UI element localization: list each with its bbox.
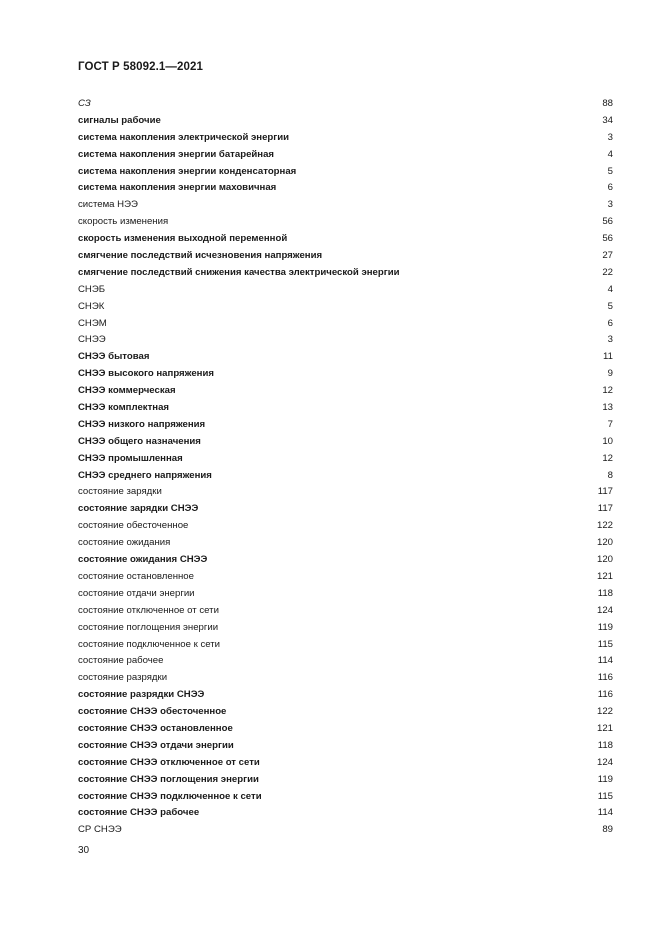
index-page-ref: 8 [607, 469, 613, 481]
index-term: состояние разрядки [78, 672, 168, 684]
index-term: сигналы рабочие [78, 114, 161, 126]
index-entry [78, 282, 613, 299]
index-entry [78, 620, 613, 637]
index-entry [78, 603, 613, 620]
index-page-ref: 116 [597, 689, 613, 701]
index-entry [78, 434, 613, 451]
index-entry [78, 721, 613, 738]
index-entry [78, 704, 613, 721]
index-page-ref: 7 [607, 418, 613, 430]
index-page-ref: 120 [596, 537, 613, 549]
index-entry [78, 214, 613, 231]
index-entry [78, 366, 613, 383]
term-index-list [78, 96, 613, 839]
page-number: 30 [78, 845, 90, 856]
index-term: состояние обесточенное [78, 520, 189, 532]
index-term: СНЭБ [78, 283, 106, 295]
index-page-ref: 114 [597, 655, 613, 667]
index-term: СНЭМ [78, 317, 107, 329]
index-page-ref: 4 [607, 148, 613, 160]
index-entry [78, 197, 613, 214]
index-term: состояние отдачи энергии [78, 587, 195, 599]
index-page-ref: 115 [597, 790, 613, 802]
index-entry [78, 299, 613, 316]
index-term: состояние ожидания [78, 537, 171, 549]
index-entry [78, 417, 613, 434]
index-page-ref: 124 [596, 604, 613, 616]
index-term: СЗ [78, 98, 91, 109]
index-page-ref: 114 [597, 807, 613, 819]
index-page-ref: 120 [596, 554, 613, 566]
index-term: состояние СНЭЭ остановленное [78, 722, 233, 734]
index-page-ref: 56 [602, 216, 613, 228]
index-term: состояние подключенное к сети [78, 638, 221, 650]
index-term: СНЭК [78, 300, 105, 312]
index-page-ref: 3 [607, 199, 613, 211]
index-term: состояние СНЭЭ обесточенное [78, 706, 227, 718]
index-entry [78, 535, 613, 552]
index-entry [78, 147, 613, 164]
index-page-ref: 27 [602, 250, 613, 262]
index-entry [78, 805, 613, 822]
index-page-ref: 124 [596, 756, 613, 768]
index-page-ref: 11 [603, 351, 613, 363]
index-page-ref: 10 [602, 435, 613, 447]
index-page-ref: 122 [596, 520, 613, 532]
index-entry [78, 332, 613, 349]
index-entry [78, 130, 613, 147]
index-page-ref: 117 [597, 503, 613, 515]
index-term: состояние рабочее [78, 655, 164, 667]
index-entry [78, 164, 613, 181]
index-entry [78, 349, 613, 366]
index-entry [78, 248, 613, 265]
index-entry [78, 755, 613, 772]
index-term: СНЭЭ среднего напряжения [78, 469, 212, 481]
index-term: состояние СНЭЭ отключенное от сети [78, 756, 260, 768]
index-term: СНЭЭ общего назначения [78, 435, 201, 447]
index-term: система накопления энергии батарейная [78, 148, 275, 160]
index-page-ref: 13 [602, 402, 613, 414]
index-page-ref: 116 [597, 672, 613, 684]
index-entry [78, 637, 613, 654]
index-term: состояние поглощения энергии [78, 621, 219, 633]
index-entry [78, 772, 613, 789]
index-entry [78, 383, 613, 400]
index-entry [78, 451, 613, 468]
index-term: СНЭЭ коммерческая [78, 385, 176, 397]
index-term: скорость изменения выходной переменной [78, 233, 288, 245]
index-page-ref: 119 [597, 773, 613, 785]
index-page-ref: 3 [607, 131, 613, 143]
index-entry [78, 569, 613, 586]
index-entry [78, 586, 613, 603]
index-term: СНЭЭ [78, 334, 106, 346]
index-term: состояние СНЭЭ подключенное к сети [78, 790, 262, 802]
index-term: СНЭЭ комплектная [78, 402, 170, 414]
index-term: система накопления электрической энергии [78, 131, 290, 143]
index-term: состояние разрядки СНЭЭ [78, 689, 205, 701]
index-entry [78, 518, 613, 535]
index-term: состояние зарядки [78, 486, 162, 498]
index-term: состояние СНЭЭ рабочее [78, 807, 200, 819]
index-page-ref: 5 [607, 165, 613, 177]
index-entry [78, 113, 613, 130]
index-page-ref: 5 [607, 300, 613, 312]
index-term: состояние ожидания СНЭЭ [78, 554, 208, 566]
index-page-ref: 119 [597, 621, 613, 633]
index-term: СНЭЭ промышленная [78, 452, 183, 464]
index-page-ref: 6 [607, 317, 613, 329]
index-entry [78, 653, 613, 670]
index-page-ref: 117 [597, 486, 613, 498]
index-entry [78, 316, 613, 333]
page-header: ГОСТ Р 58092.1—2021 [78, 61, 203, 73]
index-entry [78, 552, 613, 569]
index-term: состояние СНЭЭ отдачи энергии [78, 739, 234, 751]
index-entry [78, 468, 613, 485]
index-page-ref: 118 [597, 739, 613, 751]
index-page-ref: 12 [602, 452, 613, 464]
index-term: состояние зарядки СНЭЭ [78, 503, 199, 515]
index-entry [78, 400, 613, 417]
index-entry [78, 484, 613, 501]
index-page-ref: 9 [607, 368, 613, 380]
index-entry [78, 180, 613, 197]
index-page-ref: 3 [607, 334, 613, 346]
index-term: система накопления энергии маховичная [78, 182, 277, 194]
index-page-ref: 88 [602, 98, 613, 109]
index-term: смягчение последствий исчезновения напряжения [78, 250, 323, 262]
index-term: СНЭЭ низкого напряжения [78, 418, 206, 430]
index-page-ref: 89 [602, 824, 613, 836]
index-term: система НЭЭ [78, 199, 138, 211]
index-term: состояние СНЭЭ поглощения энергии [78, 773, 259, 785]
index-page-ref: 12 [602, 385, 613, 397]
index-entry [78, 96, 613, 113]
index-term: СР СНЭЭ [78, 824, 122, 836]
index-page-ref: 121 [596, 570, 613, 582]
index-term: смягчение последствий снижения качества электрической энергии [78, 266, 400, 278]
index-entry [78, 738, 613, 755]
index-page-ref: 115 [597, 638, 613, 650]
index-page-ref: 56 [602, 233, 613, 245]
index-term: скорость изменения [78, 216, 169, 228]
index-page-ref: 122 [596, 706, 613, 718]
index-page-ref: 4 [607, 283, 613, 295]
index-page-ref: 22 [602, 266, 613, 278]
index-term: состояние отключенное от сети [78, 604, 219, 616]
index-entry [78, 789, 613, 806]
index-entry [78, 687, 613, 704]
index-term: СНЭЭ бытовая [78, 351, 150, 363]
index-term: СНЭЭ высокого напряжения [78, 368, 214, 380]
index-page-ref: 34 [602, 114, 613, 126]
index-entry [78, 670, 613, 687]
index-page-ref: 6 [607, 182, 613, 194]
index-term: система накопления энергии конденсаторная [78, 165, 297, 177]
index-entry [78, 231, 613, 248]
index-entry [78, 822, 613, 839]
index-entry [78, 501, 613, 518]
index-term: состояние остановленное [78, 570, 194, 582]
index-page-ref: 121 [596, 722, 613, 734]
index-entry [78, 265, 613, 282]
index-page-ref: 118 [597, 587, 613, 599]
